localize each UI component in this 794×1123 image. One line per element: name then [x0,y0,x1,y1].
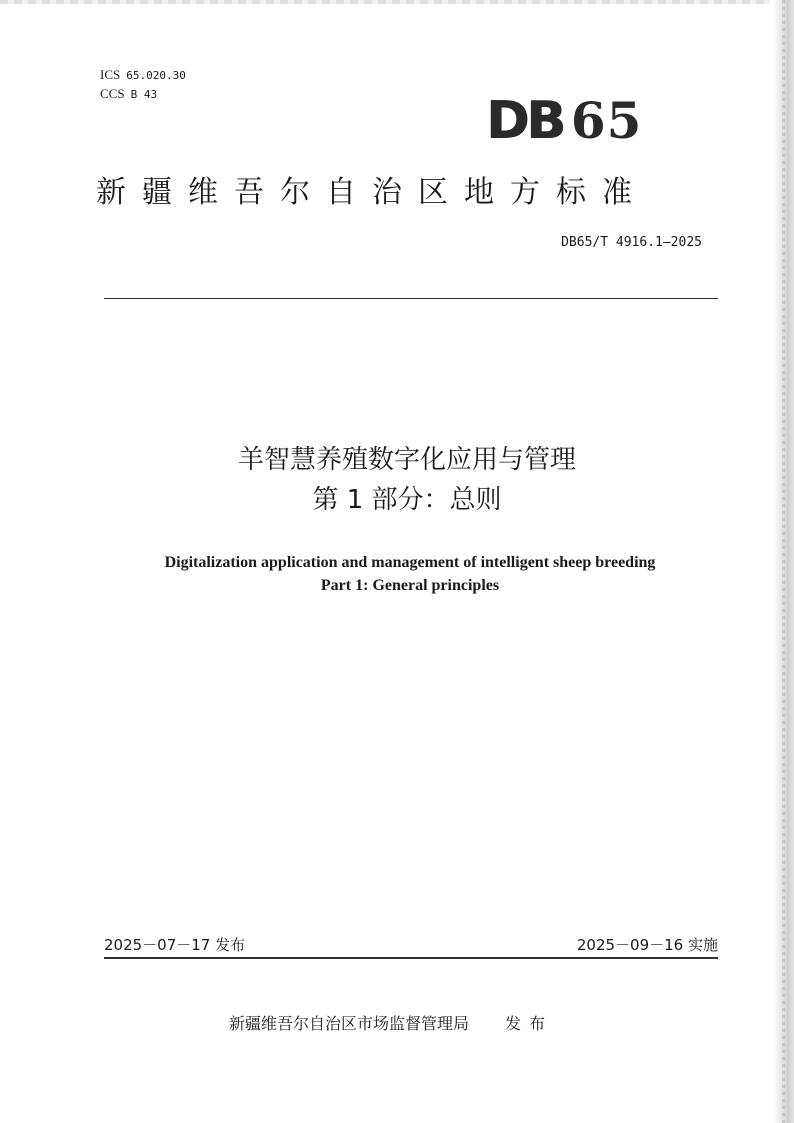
title-chinese-line2: 第 1 部分：总则 [312,485,502,515]
issuer-name: 新疆维吾尔自治区市场监督管理局 [229,1014,470,1033]
title-english-line1: Digitalization application and management of intelligent sheep breeding [164,554,656,571]
db-logo-prefix: DB [486,91,563,151]
title-english [80,551,740,597]
standard-type-heading: 新疆维吾尔自治区地方标准 [96,175,648,210]
title-chinese [100,440,714,520]
implement-date: 2025－09－16 实施 [576,936,718,954]
ccs-line [100,85,186,104]
db-logo [486,86,642,156]
scan-side-edge [772,0,794,1123]
title-english-line2: Part 1: General principles [320,577,500,594]
ics-value: 65.020.30 [126,69,186,82]
ccs-value: B 43 [130,88,158,101]
publish-date: 2025－07－17 发布 [104,936,246,954]
footer-divider [104,957,718,959]
db-logo-code: 65 [570,91,643,150]
header-divider [104,298,718,299]
ics-line [100,66,186,85]
classification-block [100,66,186,104]
issuer-line [229,1013,553,1035]
issuer-action: 发布 [505,1014,554,1033]
ccs-label: CCS [100,86,125,101]
standard-number: DB65/T 4916.1—2025 [561,235,702,250]
title-chinese-line1: 羊智慧养殖数字化应用与管理 [237,445,576,475]
scan-top-edge [0,0,770,4]
ics-label: ICS [100,67,121,82]
